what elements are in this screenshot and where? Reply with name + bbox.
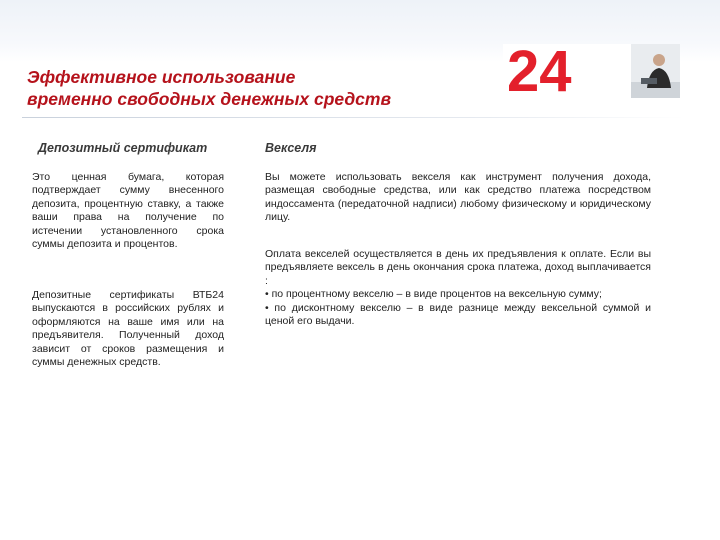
bills-payment-intro: Оплата векселей осуществляется в день их предъявления к оплате. Если вы предъявляете вексель в день окончания срока платежа, доход выплачивается : (265, 248, 651, 287)
logo-text: 24 (507, 44, 572, 98)
bills-heading: Векселя (265, 141, 317, 155)
deposit-certificate-heading: Депозитный сертификат (38, 141, 208, 155)
deposit-certificate-issuance: Депозитные сертификаты ВТБ24 выпускаются в российских рублях и оформляются на ваше имя или на предъявителя. Полученный доход зависит от сроков размещения и суммы денежных средств. (32, 289, 224, 369)
bills-usage: Вы можете использовать векселя как инструмент получения дохода, размещая свободные средства, или как средство платежа посредством индоссамента (передаточной надписи) любому физическому и юридическому лицу. (265, 171, 651, 224)
title-line-1: Эффективное использование (27, 67, 296, 87)
page-title (27, 66, 497, 110)
title-line-2: временно свободных денежных средств (27, 89, 392, 109)
bills-payment (265, 248, 651, 328)
header-divider (22, 117, 684, 118)
vtb24-logo (503, 44, 680, 98)
bills-bullet-discount: • по дисконтному векселю – в виде разнице между вексельной суммой и ценой его выдачи. (265, 301, 651, 328)
businessman-photo (631, 44, 680, 98)
deposit-certificate-description: Это ценная бумага, которая подтверждает сумму внесенного депозита, процентную ставку, а также ваши права на получение по истечении установленного срока суммы депозита и процентов. (32, 171, 224, 251)
bills-bullet-interest: • по процентному векселю – в виде процентов на вексельную сумму; (265, 288, 602, 301)
